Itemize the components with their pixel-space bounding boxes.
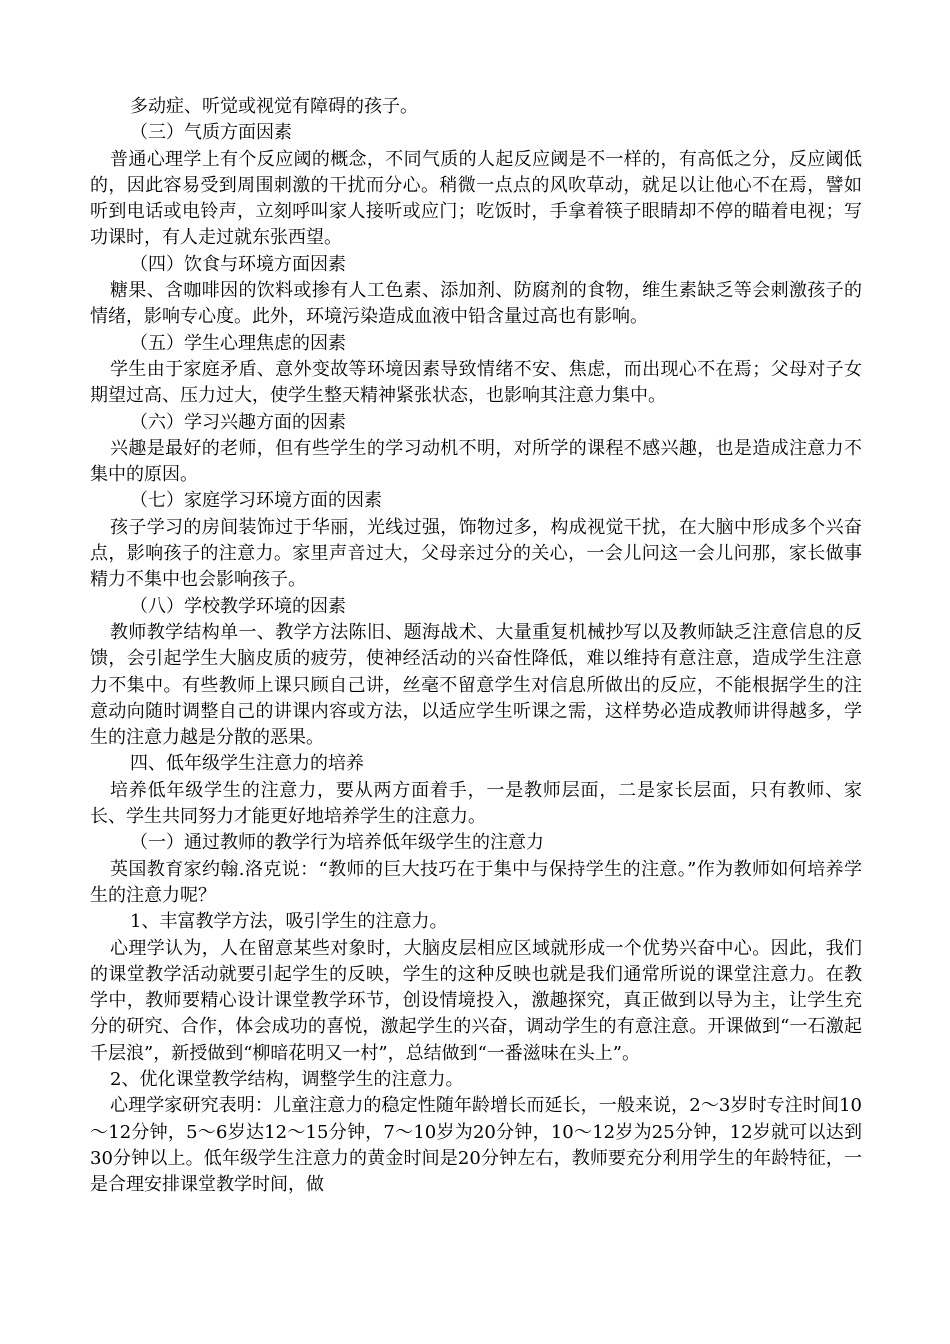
body-paragraph: 教师教学结构单一、教学方法陈旧、题海战术、大量重复机械抄写以及教师缺乏注意信息的反馈，会引起学生大脑皮质的疲劳，使神经活动的兴奋性降低，难以维持有意注意，造成学生注意力不集中。有些教师上课只顾自己讲，丝毫不留意学生对信息所做出的反应，不能根据学生的注意动向随时调整自己的讲课内容或方法，以适应学生听课之需，这样势必造成教师讲得越多，学生的注意力越是分散的恶果。	[90, 621, 862, 749]
body-paragraph: 心理学家研究表明：儿童注意力的稳定性随年龄增长而延长，一般来说，2～3岁时专注时间10～12分钟，5～6岁达12～15分钟，7～10岁为20分钟，10～12岁为25分钟，12岁就可以达到30分钟以上。低年级学生注意力的黄金时间是20分钟左右，教师要充分利用学生的年龄特征，一是合理安排课堂教学时间，做	[90, 1095, 862, 1196]
section-heading: 四、低年级学生注意力的培养	[130, 753, 364, 775]
section-heading: （七）家庭学习环境方面的因素	[130, 490, 382, 512]
section-heading: （八）学校教学环境的因素	[130, 595, 346, 617]
body-paragraph: 多动症、听觉或视觉有障碍的孩子。	[130, 96, 418, 117]
body-paragraph: 兴趣是最好的老师，但有些学生的学习动机不明，对所学的课程不感兴趣，也是造成注意力不集中的原因。	[90, 437, 862, 486]
section-heading: （六）学习兴趣方面的因素	[130, 411, 346, 433]
section-heading: 1、丰富教学方法，吸引学生的注意力。	[130, 911, 448, 933]
body-paragraph: 培养低年级学生的注意力，要从两方面着手，一是教师层面，二是家长层面，只有教师、家长、学生共同努力才能更好地培养学生的注意力。	[90, 779, 862, 828]
body-paragraph: 2、优化课堂教学结构，调整学生的注意力。	[110, 1068, 464, 1090]
section-heading: （一）通过教师的教学行为培养低年级学生的注意力	[130, 832, 544, 854]
body-paragraph: 学生由于家庭矛盾、意外变故等环境因素导致情绪不安、焦虑，而出现心不在焉；父母对子女期望过高、压力过大，使学生整天精神紧张状态，也影响其注意力集中。	[90, 358, 862, 407]
section-heading: （四）饮食与环境方面因素	[130, 253, 346, 275]
section-heading: （三）气质方面因素	[130, 122, 292, 144]
body-paragraph: 糖果、含咖啡因的饮料或掺有人工色素、添加剂、防腐剂的食物，维生素缺乏等会刺激孩子的情绪，影响专心度。此外，环境污染造成血液中铅含量过高也有影响。	[90, 280, 862, 328]
section-heading: （五）学生心理焦虑的因素	[130, 332, 346, 354]
body-paragraph: 普通心理学上有个反应阈的概念，不同气质的人起反应阈是不一样的，有高低之分，反应阈低的，因此容易受到周围刺激的干扰而分心。稍微一点点的风吹草动，就足以让他心不在焉，譬如听到电话或电铃声，立刻呼叫家人接听或应门；吃饭时，手拿着筷子眼睛却不停的瞄着电视；写功课时，有人走过就东张西望。	[90, 148, 862, 249]
body-paragraph: 孩子学习的房间装饰过于华丽，光线过强，饰物过多，构成视觉干扰，在大脑中形成多个兴奋点，影响孩子的注意力。家里声音过大，父母亲过分的关心，一会儿问这一会儿问那，家长做事精力不集中也会影响孩子。	[90, 516, 862, 591]
body-paragraph: 英国教育家约翰.洛克说：“教师的巨大技巧在于集中与保持学生的注意。”作为教师如何培养学生的注意力呢？	[90, 858, 862, 906]
document-page	[90, 94, 862, 1198]
body-paragraph: 心理学认为，人在留意某些对象时，大脑皮层相应区域就形成一个优势兴奋中心。因此，我们的课堂教学活动就要引起学生的反映，学生的这种反映也就是我们通常所说的课堂注意力。在教学中，教师要精心设计课堂教学环节，创设情境投入，激趣探究，真正做到以导为主，让学生充分的研究、合作，体会成功的喜悦，激起学生的兴奋，调动学生的有意注意。开课做到“一石激起千层浪”，新授做到“柳暗花明又一村”，总结做到“一番滋味在头上”。	[90, 937, 862, 1064]
